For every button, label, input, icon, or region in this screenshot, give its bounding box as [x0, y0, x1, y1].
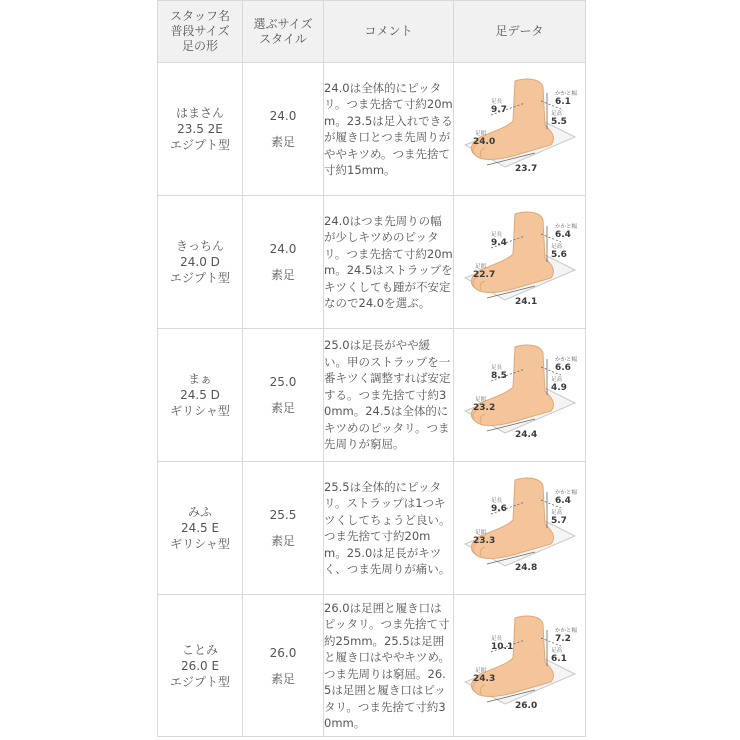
size-table	[157, 0, 586, 737]
staff-foot-shape: エジプト型	[169, 138, 230, 152]
foot-illustration	[471, 79, 553, 159]
comment-cell: 26.0は足囲と履き口はピッタリ。つま先捨て寸約25mm。25.5は足囲と履き口はややキツめ。つま先周りは窮屈。26.5は足囲と履き口はピッタリ。つま先捨て寸約30mm。	[324, 595, 454, 737]
foot-girth-value: 23.2	[472, 403, 495, 413]
heel-width-value: 6.1	[554, 97, 571, 107]
foot-illustration	[471, 616, 553, 696]
foot-girth-value: 24.3	[472, 673, 495, 684]
height-label: 足高	[550, 111, 562, 117]
foot-illustration	[471, 345, 553, 425]
length-label: 足長	[490, 635, 502, 642]
foot-length-value: 9.6	[490, 504, 507, 514]
wear-style: 素足	[270, 534, 295, 548]
staff-usual-size: 24.0 D	[180, 255, 220, 269]
staff-name: ことみ	[181, 642, 218, 657]
wear-style: 素足	[270, 135, 295, 149]
foot-data-cell	[454, 595, 586, 737]
staff-name: はまさん	[175, 106, 224, 120]
foot-length-value: 9.7	[490, 105, 507, 115]
heel-width-value: 7.2	[554, 633, 571, 644]
style-cell	[243, 63, 324, 196]
chosen-size: 26.0	[269, 645, 297, 660]
comment-cell: 25.0は足長がやや緩い。甲のストラップを一番キツく調整すれば安定する。つま先捨て寸約30mm。24.5は全体的にキツめのピッタリ。つま先周りが窮屈。	[324, 329, 454, 462]
header-foot: 足データ	[454, 1, 586, 63]
chosen-size: 25.5	[269, 508, 297, 522]
staff-foot-shape: エジプト型	[169, 271, 230, 285]
foot-height-value: 5.7	[550, 516, 567, 526]
girth-label: 足囲	[474, 667, 486, 674]
heel-width-value: 6.6	[554, 363, 571, 373]
foot-height-value: 6.1	[550, 653, 567, 664]
foot-total-length-value: 24.1	[514, 297, 537, 307]
length-label: 足長	[490, 232, 502, 238]
table-row	[158, 329, 586, 462]
header-comment: コメント	[324, 1, 454, 63]
heel-width-value: 6.4	[554, 496, 571, 506]
girth-label: 足囲	[474, 530, 486, 536]
width-label: かかと幅	[554, 490, 577, 496]
height-label: 足高	[550, 647, 562, 654]
foot-height-value: 4.9	[550, 383, 567, 393]
length-label: 足長	[490, 498, 502, 504]
staff-usual-size: 26.0 E	[180, 658, 220, 673]
foot-diagram	[461, 206, 579, 318]
comment-cell: 24.0はつま先周りの幅が少しキツめのピッタリ。つま先捨て寸約20mm。24.5はストラップをキツくしても踵が不安定なので24.0を選ぶ。	[324, 196, 454, 329]
foot-data-cell	[454, 329, 586, 462]
table-row	[158, 196, 586, 329]
girth-label: 足囲	[474, 264, 486, 270]
foot-illustration	[471, 478, 553, 558]
width-label: かかと幅	[554, 224, 577, 230]
style-cell	[243, 196, 324, 329]
header-staff	[158, 1, 243, 63]
comment-cell: 25.5は全体的にピッタリ。ストラップは1つキツくしてちょうど良い。つま先捨て寸約20mm。25.0は足長がキツく、つま先周りが痛い。	[324, 462, 454, 595]
wear-style: 素足	[270, 401, 295, 415]
foot-girth-value: 23.3	[472, 536, 495, 546]
height-label: 足高	[550, 510, 562, 516]
foot-length-value: 10.1	[490, 641, 513, 652]
chosen-size: 24.0	[269, 242, 297, 256]
header-style	[243, 1, 324, 63]
girth-label: 足囲	[474, 397, 486, 403]
wear-style: 素足	[270, 268, 295, 282]
staff-foot-shape: ギリシャ型	[170, 404, 230, 418]
staff-usual-size: 23.5 2E	[177, 122, 223, 136]
header-staff-line2: 普段サイズ	[170, 24, 230, 38]
style-cell	[243, 329, 324, 462]
table-row	[158, 63, 586, 196]
foot-girth-value: 24.0	[472, 137, 495, 147]
length-label: 足長	[490, 99, 502, 105]
staff-foot-shape: エジプト型	[169, 674, 230, 689]
foot-total-length-value: 26.0	[514, 700, 537, 711]
foot-diagram	[461, 339, 579, 451]
heel-width-value: 6.4	[554, 230, 571, 240]
height-label: 足高	[550, 244, 562, 250]
foot-length-value: 9.4	[490, 238, 507, 248]
staff-cell	[158, 329, 243, 462]
foot-data-cell	[454, 196, 586, 329]
staff-cell	[158, 595, 243, 737]
table-row	[158, 462, 586, 595]
header-row	[158, 1, 586, 63]
foot-diagram	[461, 472, 579, 584]
staff-name: みふ	[187, 505, 212, 519]
width-label: かかと幅	[554, 91, 577, 97]
foot-illustration	[471, 212, 553, 292]
staff-cell	[158, 196, 243, 329]
header-staff-line3: 足の形	[181, 39, 218, 53]
staff-cell	[158, 462, 243, 595]
chosen-size: 25.0	[269, 375, 297, 389]
foot-data-cell	[454, 462, 586, 595]
foot-total-length-value: 24.4	[514, 430, 537, 440]
girth-label: 足囲	[474, 131, 486, 137]
foot-diagram	[461, 73, 579, 185]
header-style-line1: 選ぶサイズ	[253, 16, 313, 31]
foot-height-value: 5.5	[550, 117, 567, 127]
chosen-size: 24.0	[269, 109, 297, 123]
foot-total-length-value: 24.8	[514, 563, 537, 573]
comment-cell: 24.0は全体的にピッタリ。つま先捨て寸約20mm。23.5は足入れできるが履き口とつま先周りがややキツめ。つま先捨て寸約15mm。	[324, 63, 454, 196]
foot-height-value: 5.6	[550, 250, 567, 260]
foot-girth-value: 22.7	[472, 270, 495, 280]
width-label: かかと幅	[554, 357, 577, 363]
height-label: 足高	[550, 377, 562, 383]
header-staff-line1: スタッフ名	[169, 9, 230, 23]
style-cell	[243, 595, 324, 737]
style-cell	[243, 462, 324, 595]
foot-total-length-value: 23.7	[514, 164, 537, 174]
foot-data-cell	[454, 63, 586, 196]
staff-cell	[158, 63, 243, 196]
staff-foot-shape: ギリシャ型	[170, 537, 230, 551]
staff-usual-size: 24.5 D	[180, 388, 220, 402]
foot-length-value: 8.5	[490, 371, 507, 381]
wear-style: 素足	[270, 671, 295, 686]
staff-usual-size: 24.5 E	[180, 521, 220, 535]
staff-name: まぁ	[187, 372, 212, 386]
width-label: かかと幅	[554, 627, 577, 634]
table-row	[158, 595, 586, 737]
length-label: 足長	[490, 365, 502, 371]
foot-diagram	[461, 610, 579, 722]
header-style-line2: スタイル	[259, 31, 307, 46]
staff-name: きっちん	[175, 239, 224, 253]
